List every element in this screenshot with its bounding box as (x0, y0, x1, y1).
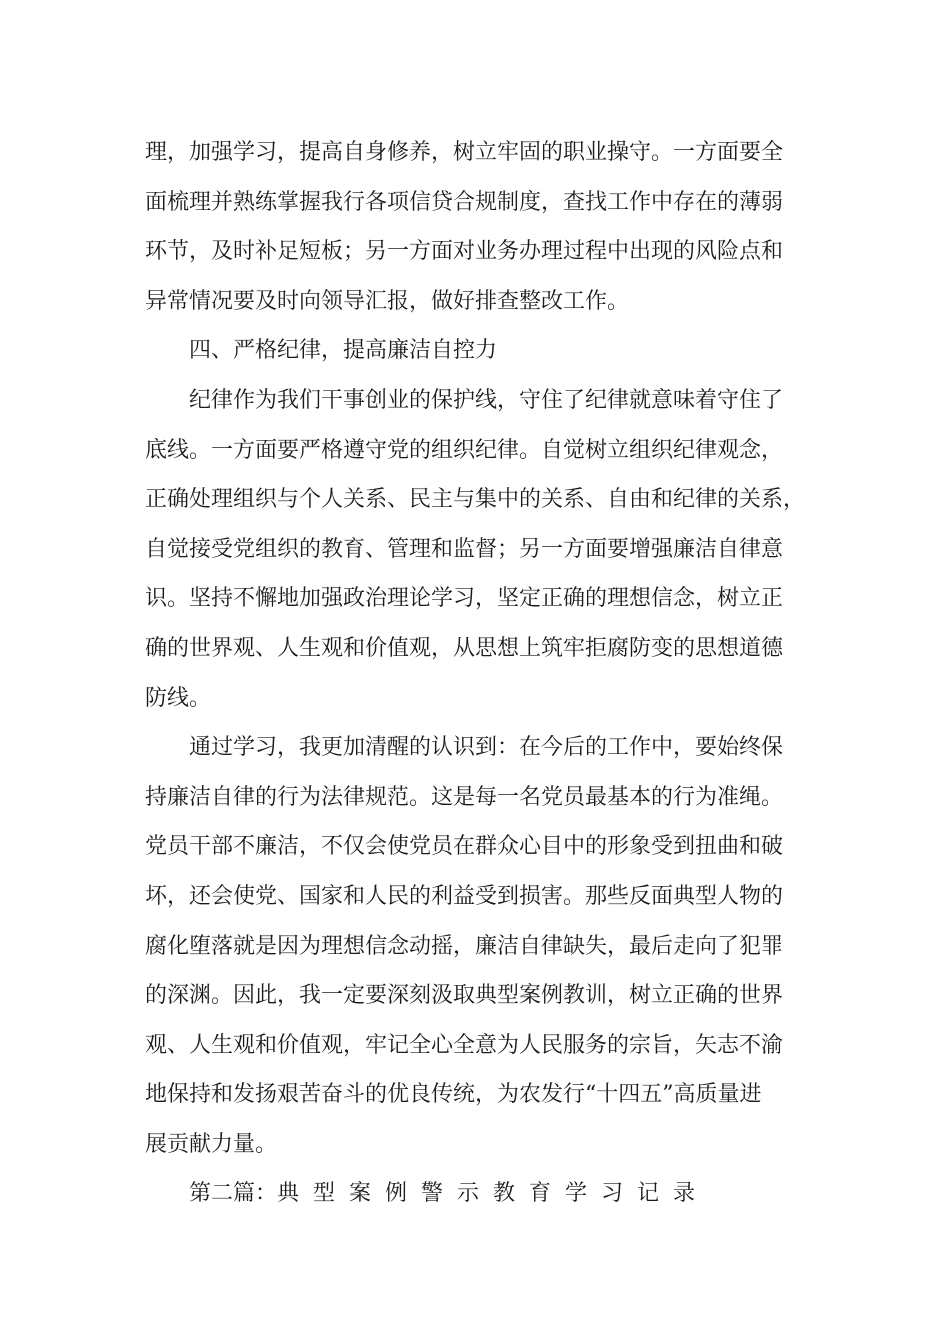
body-text-line: 理，加强学习，提高自身修养，树立牢固的职业操守。一方面要全 (145, 140, 784, 165)
body-text-line: 展贡献力量。 (145, 1131, 278, 1157)
body-text-line: 面梳理并熟练掌握我行各项信贷合规制度，查找工作中存在的薄弱 (145, 189, 784, 215)
body-text-line: 识。坚持不懈地加强政治理论学习，坚定正确的理想信念，树立正 (145, 586, 784, 612)
body-text-line: 环节，及时补足短板；另一方面对业务办理过程中出现的风险点和 (145, 239, 784, 265)
body-text-line: 持廉洁自律的行为法律规范。这是每一名党员最基本的行为准绳。 (145, 784, 784, 810)
body-text-line: 正确处理组织与个人关系、民主与集中的关系、自由和纪律的关系， (145, 487, 806, 513)
next-article-title (145, 1169, 825, 1219)
body-text-line: 腐化堕落就是因为理想信念动摇，廉洁自律缺失，最后走向了犯罪 (145, 933, 784, 959)
body-text-line: 观、人生观和价值观，牢记全心全意为人民服务的宗旨，矢志不渝 (145, 1032, 784, 1058)
paragraph-first-line: 纪律作为我们干事创业的保护线，守住了纪律就意味着守住了 (189, 387, 784, 413)
body-text-line: 党员干部不廉洁，不仅会使党员在群众心目中的形象受到扭曲和破 (145, 834, 784, 860)
body-text-line: 确的世界观、人生观和价值观，从思想上筑牢拒腐防变的思想道德 (145, 635, 784, 661)
body-text-line: 底线。一方面要严格遵守党的组织纪律。自觉树立组织纪律观念， (145, 437, 784, 463)
body-text-line: 防线。 (145, 685, 212, 711)
body-text-line: 的深渊。因此，我一定要深刻汲取典型案例教训，树立正确的世界 (145, 983, 784, 1009)
next-article-title-text: 典型案例警示教育学习记录 (277, 1181, 710, 1207)
body-text-line: 坏，还会使党、国家和人民的利益受到损害。那些反面典型人物的 (145, 883, 784, 909)
paragraph-first-line: 通过学习，我更加清醒的认识到：在今后的工作中，要始终保 (189, 735, 784, 761)
body-text-line: 异常情况要及时向领导汇报，做好排查整改工作。 (145, 288, 630, 314)
next-article-prefix: 第二篇： (189, 1181, 278, 1207)
body-text-line: 地保持和发扬艰苦奋斗的优良传统，为农发行“十四五”高质量进 (145, 1082, 762, 1108)
section-heading: 四、严格纪律，提高廉洁自控力 (189, 338, 498, 364)
document-body (145, 128, 825, 1219)
body-text-line: 自觉接受党组织的教育、管理和监督；另一方面要增强廉洁自律意 (145, 536, 784, 562)
